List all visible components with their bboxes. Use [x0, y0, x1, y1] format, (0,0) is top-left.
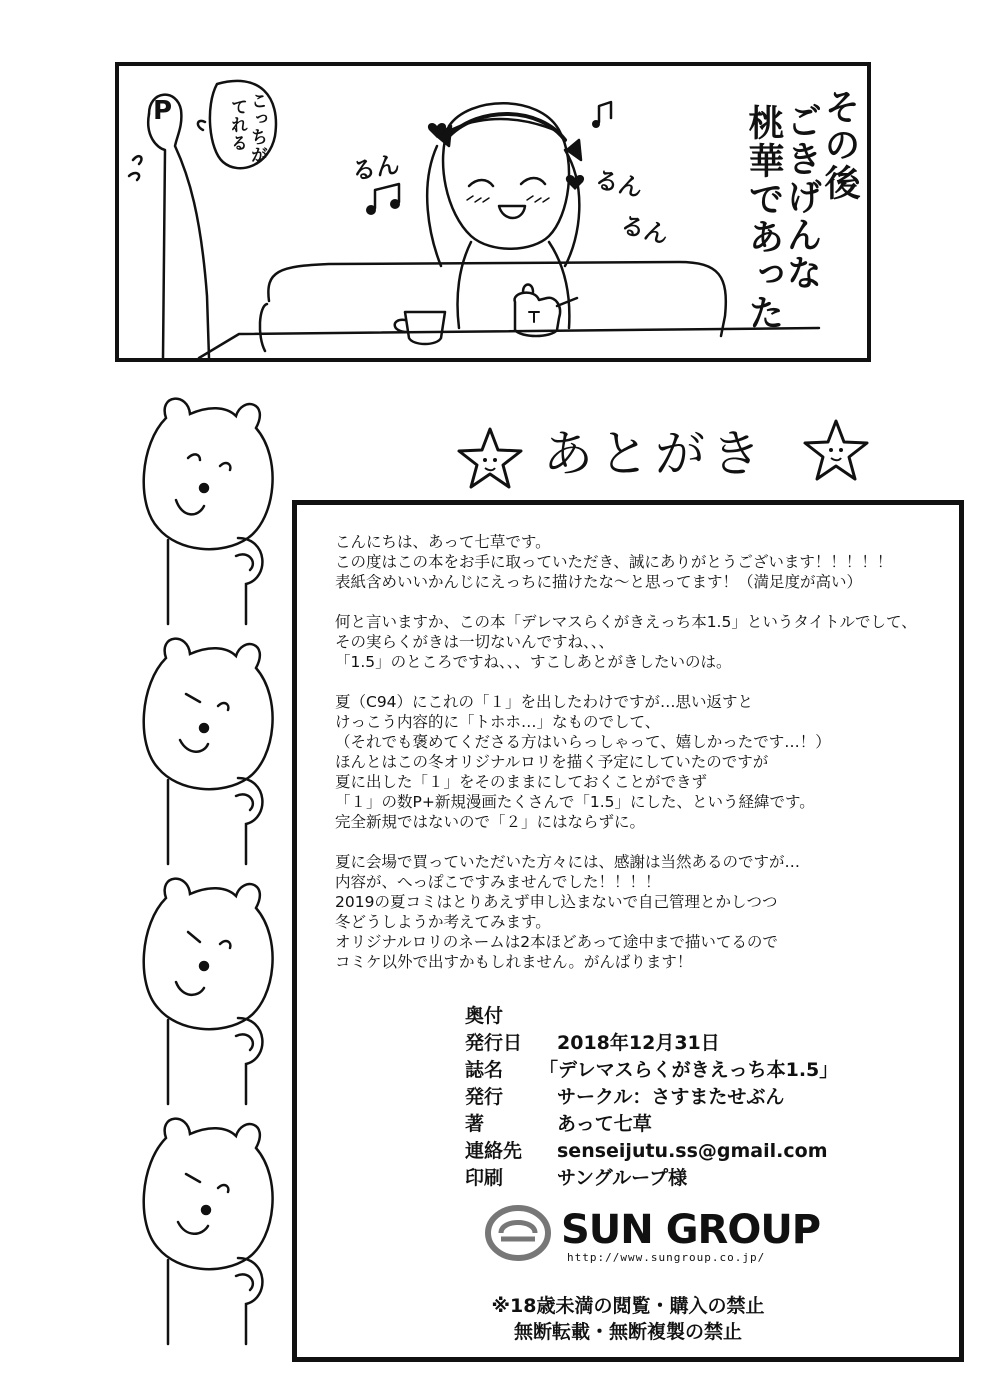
- narration-line-2: ごきげんな: [781, 102, 822, 292]
- sfx-run-3: るん: [617, 210, 672, 250]
- sun-group-logo-icon: [485, 1205, 551, 1261]
- colophon-key: 印刷: [465, 1167, 504, 1189]
- colophon-row-publisher: [465, 1084, 905, 1111]
- colophon-row-printer: [465, 1165, 905, 1192]
- colophon-value: 「デレマスらくがきえっち本1.5」: [539, 1059, 839, 1081]
- bear-illustration: [118, 388, 288, 628]
- p-character-label: P: [153, 96, 173, 126]
- logo-url: http://www.sungroup.co.jp/: [567, 1251, 766, 1264]
- sfx-run-2: るん: [592, 165, 645, 203]
- colophon-value: senseijutu.ss@gmail.com: [557, 1140, 828, 1162]
- colophon-key: 著: [465, 1113, 485, 1135]
- manga-panel: [115, 62, 871, 362]
- afterword-heading: [455, 418, 875, 498]
- afterword-paragraph: こんにちは、あって七草です。 この度はこの本をお手に取っていただき、誠にありがとうございます！！！！！ 表紙含めいいかんじにえっちに描けたな～と思ってます！（満足度が高い）: [335, 533, 893, 591]
- colophon-value: サークル：さすまたせぶん: [557, 1086, 785, 1108]
- sfx-run-1: るん: [349, 150, 402, 186]
- colophon-row-author: [465, 1111, 905, 1138]
- notice-line: 無断転載・無断複製の禁止: [513, 1321, 742, 1343]
- printer-logo: [485, 1205, 825, 1265]
- bear-column: [118, 388, 288, 1388]
- narration-line-1: その後: [819, 88, 860, 202]
- colophon-key: 誌名: [465, 1059, 504, 1081]
- colophon-title: 奥付: [465, 1005, 504, 1027]
- colophon: [465, 1003, 905, 1192]
- bear-illustration: [118, 1108, 288, 1348]
- logo-name: SUN GROUP: [561, 1207, 821, 1253]
- afterword-paragraph: 夏（C94）にこれの「１」を出したわけですが…思い返すと けっこう内容的に「トホホ…」なものでして、 （それでも褒めてくださる方はいらっしゃって、嬉しかったです…！） ほんとはこの冬オリジナルロリを描く予定にしていたのですが 夏に出した「１」をそのままにしておくことができず 「１」の数P+新規漫画たくさんで「1.5」にした、という経緯です。 完全新規ではないので「２」にはならずに。: [335, 693, 831, 831]
- colophon-key: 発行: [465, 1086, 504, 1108]
- afterword-box: [292, 500, 964, 1362]
- bear-illustration: [118, 868, 288, 1108]
- bear-illustration: [118, 628, 288, 868]
- afterword-paragraph: 何と言いますか、この本「デレマスらくがきえっち本1.5」というタイトルでして、 その実らくがきは一切ないんですね、、、 「1.5」のところですね、、、すこしあとがきしたいのは。: [335, 613, 917, 671]
- speech-bubble-line-2: てれる: [227, 98, 247, 152]
- colophon-value: 2018年12月31日: [557, 1032, 720, 1054]
- colophon-value: あって七草: [557, 1113, 652, 1135]
- colophon-key: 発行日: [465, 1032, 523, 1054]
- colophon-row-date: [465, 1030, 905, 1057]
- afterword-text: [335, 532, 945, 992]
- colophon-row-title: [465, 1057, 905, 1084]
- afterword-paragraph: 夏に会場で買っていただいた方々には、感謝は当然あるのですが… 内容が、へっぽこですみませんでした！！！！ 2019の夏コミはとりあえず申し込まないで自己管理とかしつつ 冬どうしようか考えてみます。 オリジナルロリのネームは2本ほどあって途中まで描いてるので コミケ以外で出すかもしれません。がんばります！: [335, 853, 801, 971]
- speech-bubble-line-1: こっちが: [247, 92, 267, 164]
- page-title: あとがき: [543, 425, 767, 483]
- notice-line: ※18歳未満の閲覧・購入の禁止: [491, 1295, 765, 1317]
- narration-line-3: 桃華であった: [743, 104, 784, 332]
- colophon-row-contact: [465, 1138, 905, 1165]
- colophon-value: サングループ様: [557, 1167, 688, 1189]
- age-notice: [297, 1293, 959, 1345]
- colophon-key: 連絡先: [465, 1140, 523, 1162]
- star-icon: [801, 418, 871, 482]
- star-icon: [455, 426, 525, 490]
